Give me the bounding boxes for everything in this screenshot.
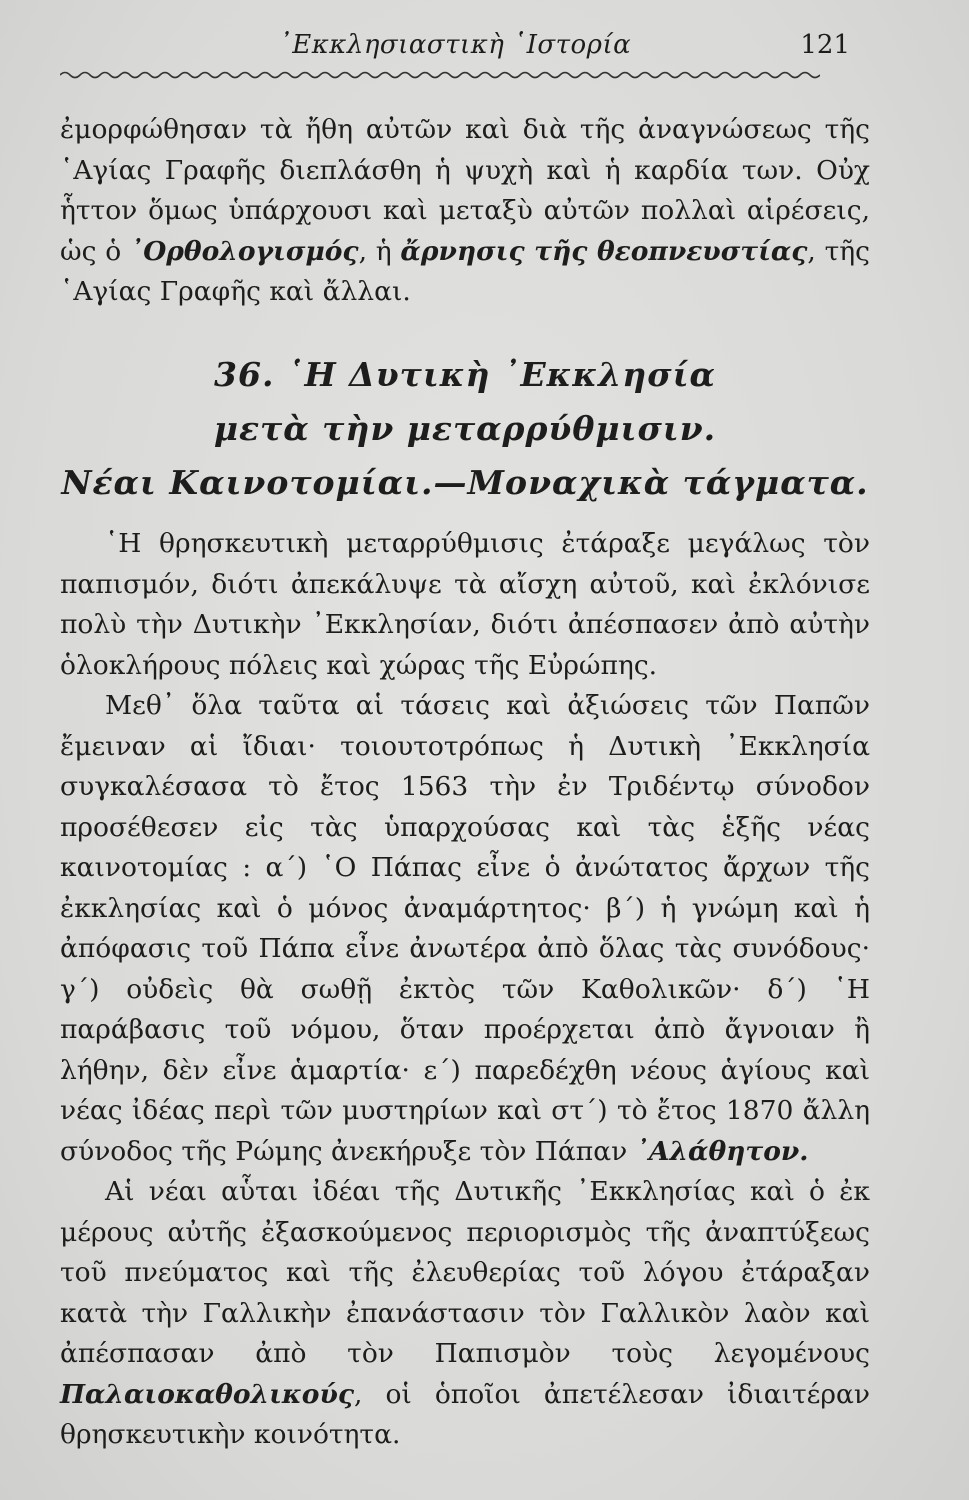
- paragraph-3-end: , οἱ ὁποῖοι ἀπετέλεσαν ἰδιαιτέραν θρησκευτικὴν κοινότητα.: [60, 1378, 870, 1450]
- paragraph-1: ῾Η θρησκευτικὴ μεταρρύθμισις ἐτάραξε μεγάλως τὸν παπισμόν, διότι ἀπεκάλυψε τὰ αἴσχη αὐτοῦ, καὶ ἐκλόνισε πολὺ τὴν Δυτικὴν ᾿Εκκλησίαν, διότι ἀπέσπασεν ἀπὸ αὐτὴν ὁλοκλήρους πόλεις καὶ χώρας τῆς Εὐρώπης.: [60, 528, 870, 681]
- paragraph-3-text: Αἱ νέαι αὗται ἰδέαι τῆς Δυτικῆς ᾿Εκκλησίας καὶ ὁ ἐκ μέρους αὐτῆς ἐξασκούμενος περιορισμὸς τῆς ἀναπτύξεως τοῦ πνεύματος καὶ τῆς ἐλευθερίας τοῦ λόγου ἐτάραξαν κατὰ τὴν Γαλλικὴν ἐπανάστασιν τὸν Γαλλικὸν λαὸν καὶ ἀπέσπασαν ἀπὸ τὸν Παπισμὸν τοὺς λεγομένους: [60, 1176, 870, 1369]
- section-heading-line-1: 36. ῾Η Δυτικὴ ᾿Εκκλησία: [214, 355, 716, 394]
- intro-text-a: ἐμορφώθησαν τὰ ἤθη αὐτῶν καὶ διὰ τῆς ἀναγνώσεως τῆς ῾Αγίας Γραφῆς διεπλάσθη ἡ ψυχὴ καὶ ἡ καρδία των. Οὐχ ἧττον ὅμως ὑπάρχουσι καὶ μεταξὺ αὐτῶν πολλαὶ αἱρέσεις, ὡς ὁ: [60, 114, 870, 267]
- paragraph-3-emphasis: Παλαιοκαθολικούς: [60, 1378, 354, 1410]
- intro-paragraph: [60, 110, 870, 313]
- intro-text-c: , τῆς ῾Αγίας Γραφῆς καὶ ἄλλαι.: [60, 235, 870, 307]
- section-heading-line-3: Νέαι Καινοτομίαι.—Μοναχικὰ τάγματα.: [61, 463, 869, 502]
- intro-emphasis-2: ἄρνησις τῆς θεοπνευστίας: [400, 235, 808, 267]
- body-text: [60, 524, 870, 1456]
- intro-emphasis-1: ᾿Ορθολογισμός: [129, 235, 359, 267]
- section-heading-line-2: μετὰ τὴν μεταρρύθμισιν.: [213, 409, 717, 448]
- decorative-wavy-rule: [60, 68, 820, 82]
- paragraph-2-emphasis: ᾿Αλάθητον.: [635, 1135, 809, 1167]
- running-head-title: ᾿Εκκλησιαστικὴ ῾Ιστορία: [278, 30, 632, 60]
- paragraph-2-text: Μεθ᾿ ὅλα ταῦτα αἱ τάσεις καὶ ἀξιώσεις τῶν Παπῶν ἔμειναν αἱ ἴδιαι· τοιουτοτρόπως ἡ Δυτικὴ ᾿Εκκλησία συγκαλέσασα τὸ ἔτος 1563 τὴν ἐν Τριδέντῳ σύνοδον προσέθεσεν εἰς τὰς ὑπαρχούσας καὶ τὰς ἑξῆς νέας καινοτομίας : α΄) ῾Ο Πάπας εἶνε ὁ ἀνώτατος ἄρχων τῆς ἐκκλησίας καὶ ὁ μόνος ἀναμάρτητος· β΄) ἡ γνώμη καὶ ἡ ἀπόφασις τοῦ Πάπα εἶνε ἀνωτέρα ἀπὸ ὅλας τὰς συνόδους· γ΄) οὐδεὶς θὰ σωθῇ ἐκτὸς τῶν Καθολικῶν· δ΄) ῾Η παράβασις τοῦ νόμου, ὅταν προέρχεται ἀπὸ ἄγνοιαν ἢ λήθην, δὲν εἶνε ἁμαρτία· ε΄) παρεδέχθη νέους ἁγίους καὶ νέας ἰδέας περὶ τῶν μυστηρίων καὶ στ΄) τὸ ἔτος 1870 ἄλλη σύνοδος τῆς Ρώμης ἀνεκήρυξε τὸν Πάπαν: [60, 690, 870, 1167]
- page-number: 121: [800, 30, 850, 60]
- paragraph-2: [60, 686, 870, 1172]
- intro-text-b: , ἡ: [358, 235, 401, 267]
- paragraph-3: [60, 1172, 870, 1456]
